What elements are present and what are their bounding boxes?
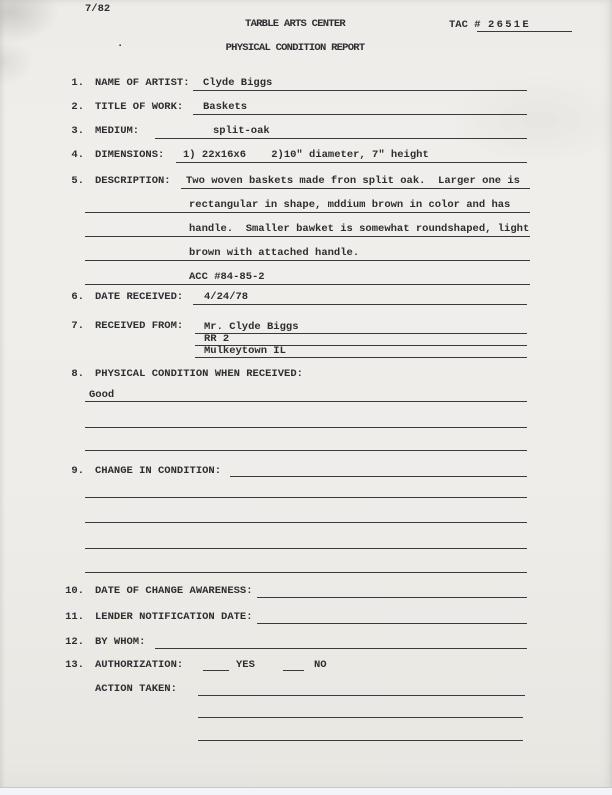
description-line-2: rectangular in shape, mddium brown in color and has (189, 199, 511, 211)
action-taken-rule-2 (198, 717, 523, 718)
lender-notification-line (257, 623, 527, 624)
by-whom-line (155, 648, 527, 649)
authorization-yes-blank (203, 670, 229, 671)
tac-number-line (477, 31, 572, 32)
item-8-label: PHYSICAL CONDITION WHEN RECEIVED: (95, 368, 303, 380)
form-revision-date: 7/82 (85, 3, 111, 15)
item-12-label: BY WHOM: (95, 636, 146, 648)
date-received-line (193, 304, 527, 305)
description-rule-1 (181, 188, 530, 189)
condition-rule-3 (85, 450, 527, 451)
item-3-number: 3. (71, 125, 84, 137)
tac-number-value: 2651E (488, 19, 532, 31)
work-title-line (193, 114, 527, 115)
item-10-number: 10. (65, 585, 84, 597)
received-from-street: RR 2 (204, 333, 230, 345)
item-1-number: 1. (71, 77, 84, 89)
medium-line (155, 138, 527, 139)
item-11-number: 11. (65, 611, 84, 623)
form-subtitle: PHYSICAL CONDITION REPORT (225, 42, 365, 54)
item-6-label: DATE RECEIVED: (95, 291, 184, 303)
medium-value: split-oak (213, 125, 270, 137)
work-title-value: Baskets (203, 101, 248, 113)
change-condition-rule-2 (85, 522, 527, 523)
item-13-label: AUTHORIZATION: (95, 659, 184, 671)
authorization-no-blank (283, 670, 304, 671)
item-7-label: RECEIVED FROM: (95, 320, 184, 332)
accession-number: ACC #84-85-2 (189, 271, 265, 283)
description-rule-5 (85, 284, 530, 285)
received-from-rule-3 (195, 357, 527, 358)
description-line-3: handle. Smaller bawket is somewhat roundshaped, light (189, 223, 530, 235)
item-4-label: DIMENSIONS: (95, 149, 165, 161)
item-5-label: DESCRIPTION: (95, 175, 171, 187)
authorization-no-label: NO (314, 659, 327, 671)
action-taken-rule-3 (198, 740, 523, 741)
item-6-number: 6. (71, 291, 84, 303)
description-rule-3 (85, 236, 530, 237)
change-condition-rule-1 (85, 497, 527, 498)
item-7-number: 7. (71, 320, 84, 332)
condition-rule-1 (85, 401, 527, 402)
artist-name-line (193, 90, 527, 91)
item-9-number: 9. (71, 465, 84, 477)
change-awareness-line (257, 597, 527, 598)
item-11-label: LENDER NOTIFICATION DATE: (95, 611, 253, 623)
authorization-yes-label: YES (236, 659, 255, 671)
dimensions-line (176, 162, 527, 163)
description-line-4: brown with attached handle. (189, 247, 360, 259)
stray-mark: . (117, 38, 124, 50)
condition-rule-2 (85, 427, 527, 428)
item-13-number: 13. (65, 659, 84, 671)
artist-name-value: Clyde Biggs (203, 77, 273, 89)
scan-edge-strip (0, 787, 612, 795)
change-condition-inline-line (230, 476, 527, 477)
description-rule-2 (85, 212, 530, 213)
change-condition-rule-4 (85, 572, 527, 573)
received-from-city: Mulkeytown IL (204, 345, 286, 357)
item-2-number: 2. (71, 101, 84, 113)
item-1-label: NAME OF ARTIST: (95, 77, 190, 89)
item-8-number: 8. (71, 368, 84, 380)
item-12-number: 12. (65, 636, 84, 648)
item-4-number: 4. (71, 149, 84, 161)
item-10-label: DATE OF CHANGE AWARENESS: (95, 585, 253, 597)
action-taken-rule-1 (198, 695, 525, 696)
item-3-label: MEDIUM: (95, 125, 140, 137)
condition-received-value: Good (89, 389, 115, 401)
item-5-number: 5. (71, 175, 84, 187)
date-received-value: 4/24/78 (204, 291, 249, 303)
action-taken-label: ACTION TAKEN: (95, 683, 177, 695)
item-2-label: TITLE OF WORK: (95, 101, 184, 113)
page-title: TARBLE ARTS CENTER (245, 18, 345, 30)
description-rule-4 (85, 260, 530, 261)
dimensions-value: 1) 22x16x6 2)10" diameter, 7" height (183, 149, 429, 161)
tac-number-label: TAC # (449, 19, 481, 31)
description-line-1: Two woven baskets made fron split oak. Larger one is (186, 175, 520, 187)
received-from-rule-1 (195, 333, 527, 334)
received-from-name: Mr. Clyde Biggs (204, 321, 299, 333)
item-9-label: CHANGE IN CONDITION: (95, 465, 222, 477)
change-condition-rule-3 (85, 548, 527, 549)
